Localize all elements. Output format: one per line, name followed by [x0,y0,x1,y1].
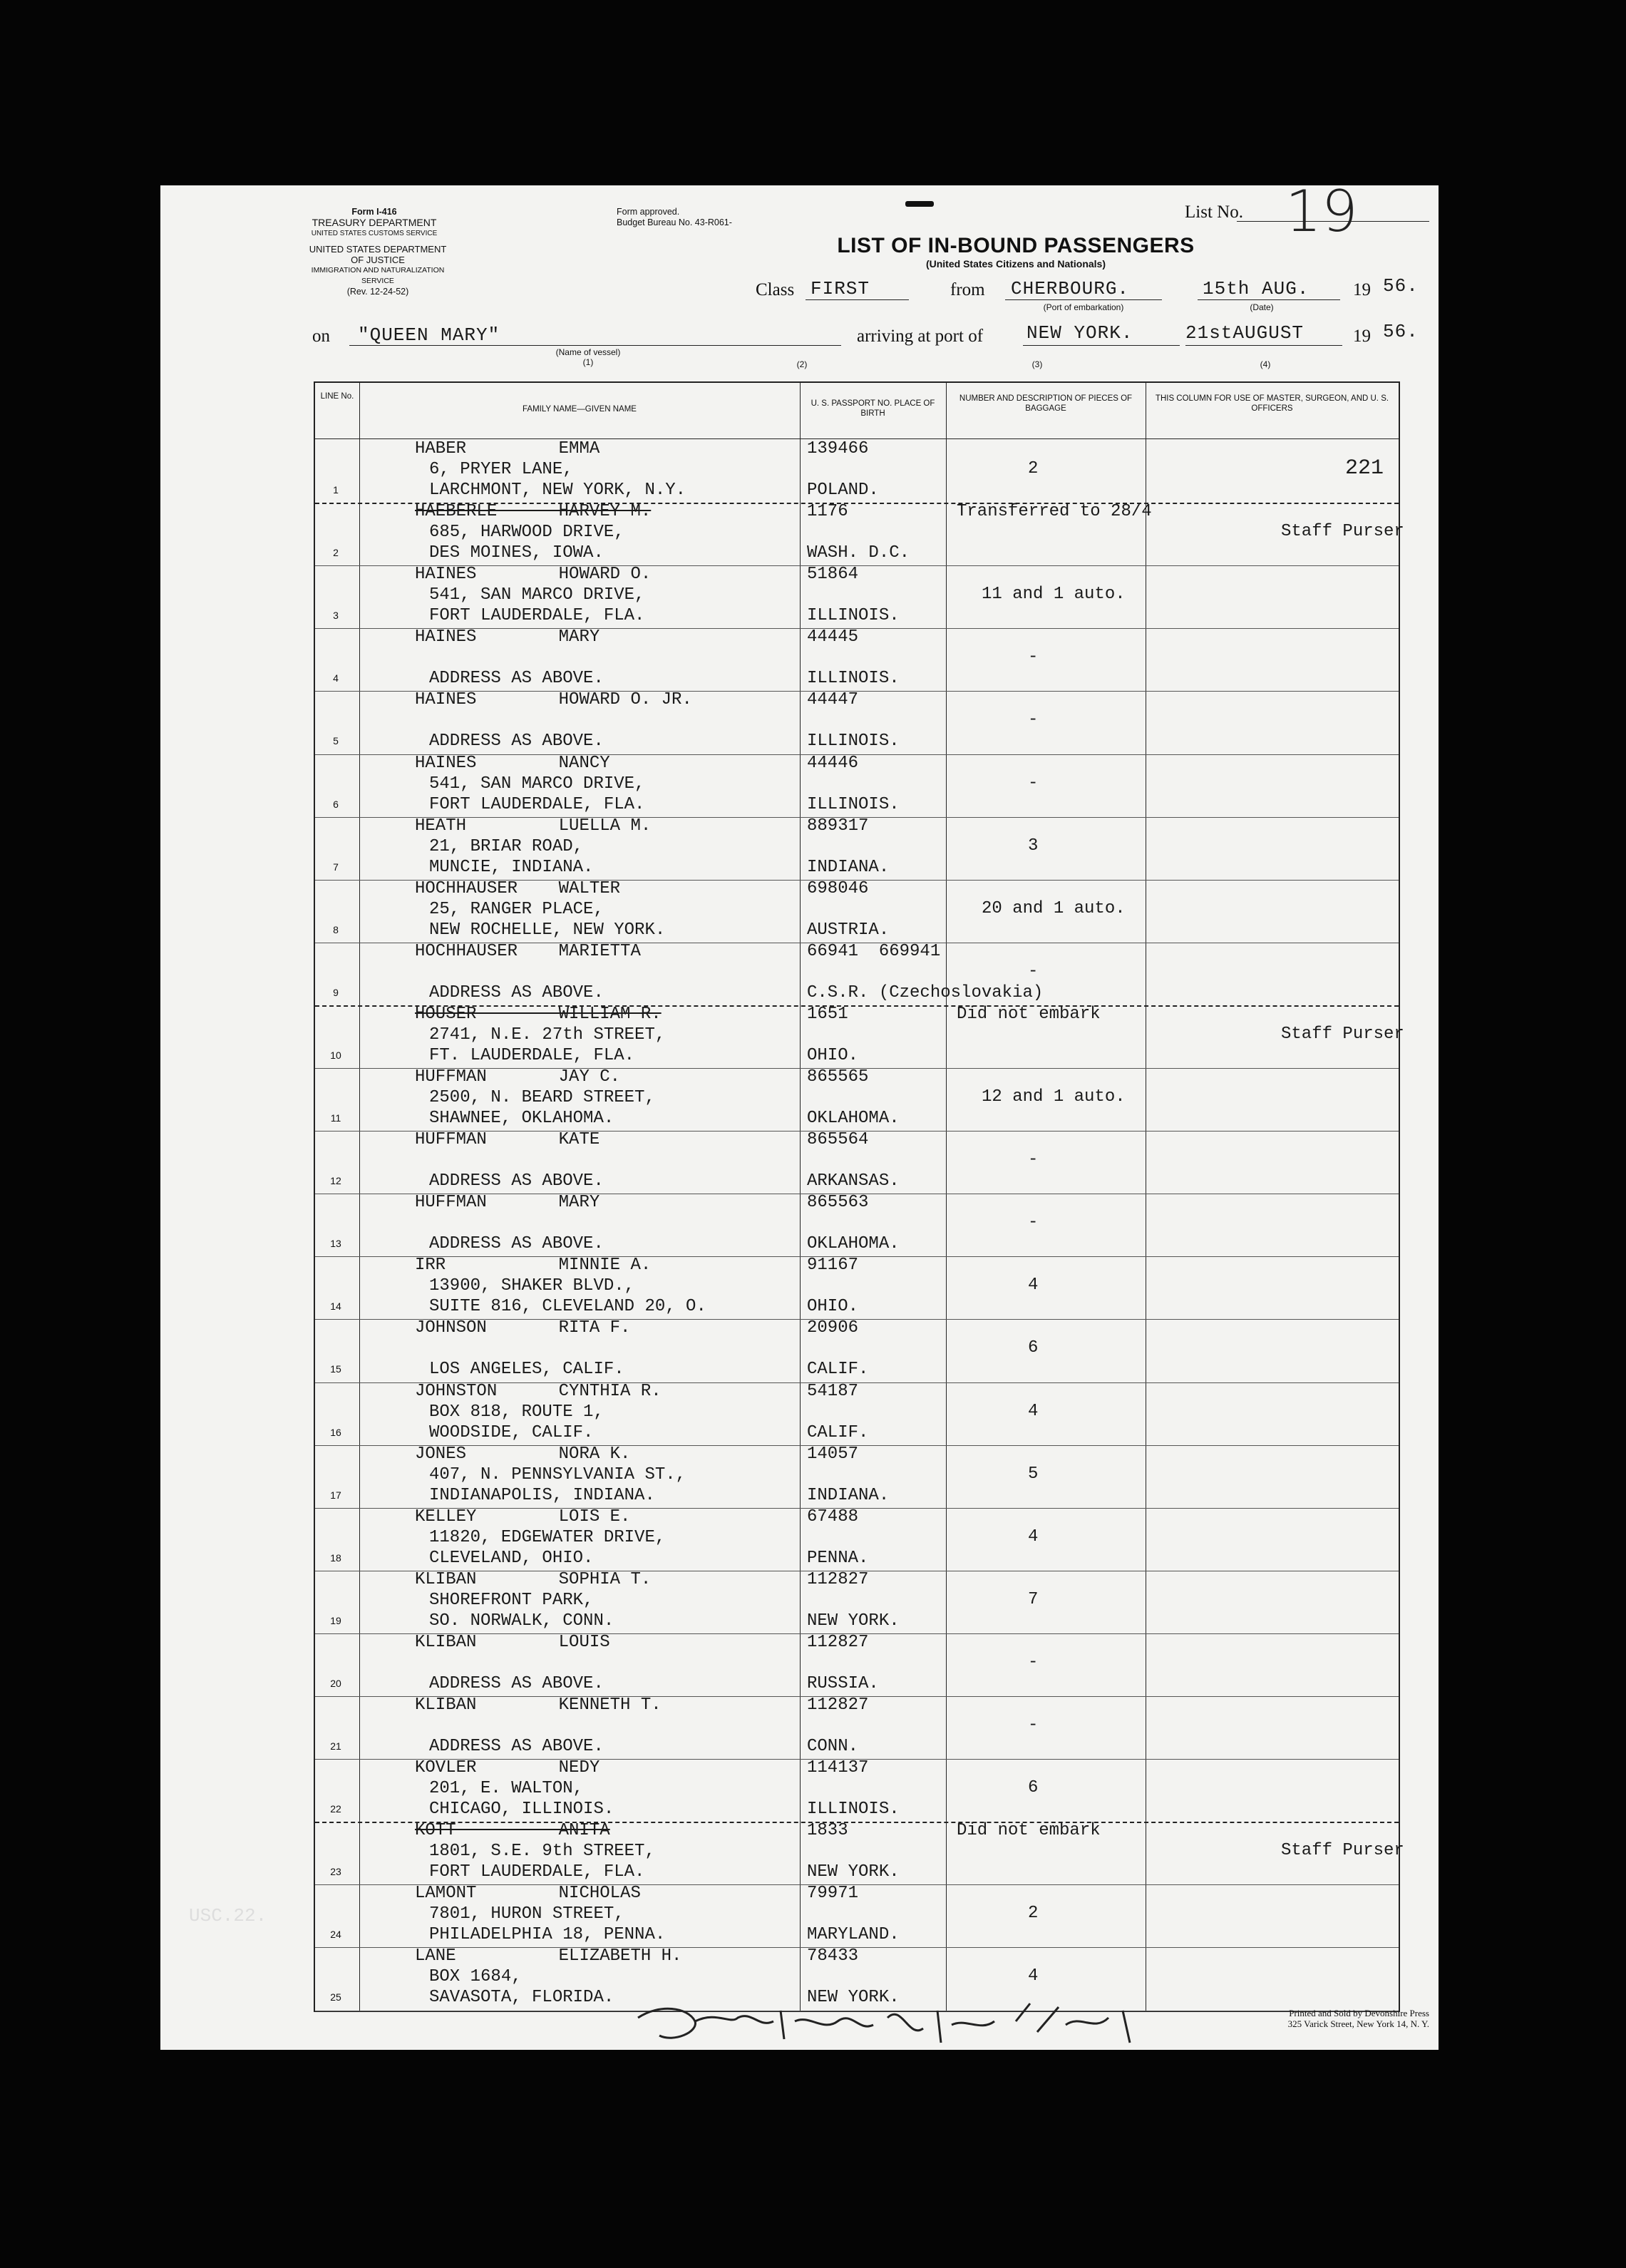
address-line-2: SO. NORWALK, CONN. [429,1611,614,1631]
form-number: Form I-416 [351,207,397,217]
passenger-name: HUFFMAN KATE [415,1130,600,1150]
date-caption: (Date) [1250,302,1274,312]
place-of-birth: ARKANSAS. [807,1171,900,1191]
passport-number: 865563 [807,1193,869,1213]
year-prefix: 19 [1353,327,1371,346]
embark-port-caption: (Port of embarkation) [1043,302,1124,312]
line-number: 22 [330,1803,341,1815]
baggage: 6 [1028,1778,1039,1798]
address-line-2: PHILADELPHIA 18, PENNA. [429,1925,666,1945]
class-value: FIRST [811,278,870,299]
passenger-table [314,381,1404,2012]
place-of-birth: WASH. D.C. [807,543,910,563]
place-of-birth: CALIF. [807,1422,869,1442]
line-number: 25 [330,1991,341,2003]
address-line-2: ADDRESS AS ABOVE. [429,732,604,751]
col-header-officers: THIS COLUMN FOR USE OF MASTER, SURGEON, AND U. S. OFFICERS [1155,394,1389,413]
passport-number: 91167 [807,1256,859,1276]
column-divider [946,383,947,2011]
line-number: 20 [330,1677,341,1689]
baggage: 2 [1028,1904,1039,1924]
passenger-name: KOTT ANITA [415,1821,610,1841]
baggage: 2 [1028,459,1039,478]
line-number: 5 [333,735,339,747]
place-of-birth: OKLAHOMA. [807,1109,900,1128]
address-line-2: ADDRESS AS ABOVE. [429,1673,604,1693]
place-of-birth: POLAND. [807,481,879,500]
address-line-1: 685, HARWOOD DRIVE, [429,523,624,543]
list-number: 19 [1285,178,1358,245]
address-line-1: 201, E. WALTON, [429,1779,584,1799]
address-line-1: 21, BRIAR ROAD, [429,836,584,856]
form-approval [617,207,738,228]
passenger-name: HOCHHAUSER WALTER [415,878,621,898]
justice-label: UNITED STATES DEPARTMENT OF JUSTICE [309,244,447,265]
passenger-name: LAMONT NICHOLAS [415,1884,641,1904]
line-number: 14 [330,1300,341,1313]
address-line-2: FORT LAUDERDALE, FLA. [429,1862,645,1882]
on-label: on [312,327,330,346]
passport-number: 44446 [807,753,859,773]
printer-name: Printed and Sold by Devonshire Press [1289,2008,1429,2018]
col-header-line-no: LINE No. [320,392,354,401]
printer-credit [1166,2008,1429,2029]
passenger-name: KLIBAN KENNETH T. [415,1695,662,1715]
place-of-birth: NEW YORK. [807,1862,900,1882]
address-line-2: SUITE 816, CLEVELAND 20, O. [429,1297,706,1317]
passport-number: 78433 [807,1946,859,1966]
passenger-name: HABER EMMA [415,439,600,458]
col-number: (4) [1260,359,1271,369]
treasury-label: TREASURY DEPARTMENT [312,217,437,228]
address-line-1: 6, PRYER LANE, [429,460,573,479]
passenger-name: KOVLER NEDY [415,1758,600,1778]
arrival-date: 21stAUGUST [1185,322,1305,344]
vessel-underline [349,345,841,346]
baggage: Transferred to 28/4 [957,502,1152,522]
line-number: 7 [333,861,339,873]
line-number: 18 [330,1551,341,1564]
place-of-birth: OHIO. [807,1045,859,1065]
place-of-birth: C.S.R. (Czechoslovakia) [807,982,1044,1002]
address-line-1: 541, SAN MARCO DRIVE, [429,774,645,794]
place-of-birth: INDIANA. [807,1485,890,1505]
address-line-1: SHOREFRONT PARK, [429,1590,594,1610]
from-label: from [950,280,985,299]
passport-number: 54187 [807,1381,859,1401]
form-title [830,234,1201,270]
address-line-2: ADDRESS AS ABOVE. [429,669,604,689]
budget-label: Budget Bureau No. 43-R061- [617,217,732,227]
passenger-name: KLIBAN SOPHIA T. [415,1569,652,1589]
manifest-page [160,178,1439,2050]
passport-number: 14057 [807,1444,859,1464]
arrival-port: NEW YORK. [1026,322,1133,344]
ins-label: IMMIGRATION AND NATURALIZATION SERVICE [311,266,445,285]
embark-date-underline [1198,299,1340,300]
col-header-passport: U. S. PASSPORT NO. PLACE OF BIRTH [811,399,935,418]
passenger-name: IRR MINNIE A. [415,1256,652,1276]
address-line-1: 11820, EDGEWATER DRIVE, [429,1527,666,1547]
form-header-justice [307,244,449,297]
address-line-2: NEW ROCHELLE, NEW YORK. [429,920,666,940]
place-of-birth: RUSSIA. [807,1673,879,1693]
address-line-2: FORT LAUDERDALE, FLA. [429,606,645,626]
baggage: - [1028,1715,1039,1735]
baggage: Did not embark [957,1004,1101,1024]
baggage: - [1028,961,1039,981]
line-number: 6 [333,798,339,810]
baggage: 6 [1028,1338,1039,1358]
address-line-1: 2500, N. BEARD STREET, [429,1088,655,1107]
place-of-birth: ILLINOIS. [807,732,900,751]
address-line-1: 13900, SHAKER BLVD., [429,1276,635,1296]
baggage: - [1028,1150,1039,1170]
address-line-1: BOX 1684, [429,1967,522,1987]
officer-number: 221 [1345,456,1384,481]
line-number: 23 [330,1866,341,1878]
baggage: 4 [1028,1966,1039,1986]
arriving-label: arriving at port of [857,327,984,346]
address-line-1: BOX 818, ROUTE 1, [429,1402,604,1422]
passport-number: 67488 [807,1507,859,1526]
passenger-name: HAINES MARY [415,627,600,647]
address-line-2: DES MOINES, IOWA. [429,543,604,563]
line-number: 13 [330,1238,341,1250]
col-header-name: FAMILY NAME—GIVEN NAME [523,405,637,414]
customs-label: UNITED STATES CUSTOMS SERVICE [311,230,438,237]
passenger-name: JONES NORA K. [415,1444,631,1464]
place-of-birth: PENNA. [807,1548,869,1568]
year-value: 56. [1383,321,1419,342]
address-line-2: SAVASOTA, FLORIDA. [429,1988,614,2008]
year-prefix: 19 [1353,280,1371,299]
passport-number: 79971 [807,1884,859,1904]
address-line-1: 407, N. PENNSYLVANIA ST., [429,1464,686,1484]
revision-label: (Rev. 12-24-52) [346,287,409,297]
baggage: Did not embark [957,1821,1101,1841]
printer-address: 325 Varick Street, New York 14, N. Y. [1287,2018,1429,2029]
embark-port: CHERBOURG. [1011,278,1130,299]
line-number: 15 [330,1363,341,1375]
passenger-name: HAINES NANCY [415,753,610,773]
address-line-1: 1801, S.E. 9th STREET, [429,1842,655,1862]
embark-date: 15th AUG. [1203,278,1309,299]
place-of-birth: ILLINOIS. [807,1800,900,1820]
address-line-2: WOODSIDE, CALIF. [429,1422,594,1442]
passenger-name: HUFFMAN MARY [415,1193,600,1213]
place-of-birth: MARYLAND. [807,1925,900,1945]
passport-number: 865565 [807,1067,869,1087]
passenger-name: KELLEY LOIS E. [415,1507,631,1526]
baggage: 12 and 1 auto. [982,1087,1126,1107]
passport-number: 112827 [807,1632,869,1652]
officer-note: Staff Purser [1281,522,1404,542]
address-line-2: CLEVELAND, OHIO. [429,1548,594,1568]
passport-number: 114137 [807,1758,869,1778]
address-line-1: 2741, N.E. 27th STREET, [429,1025,666,1045]
baggage: 7 [1028,1589,1039,1609]
address-line-2: ADDRESS AS ABOVE. [429,1234,604,1254]
address-line-2: CHICAGO, ILLINOIS. [429,1800,614,1820]
passenger-name: HAINES HOWARD O. [415,565,652,585]
ink-mark [905,201,934,207]
baggage: 20 and 1 auto. [982,898,1126,918]
line-number: 9 [333,986,339,998]
col-number: (1) [582,357,594,367]
passport-number: 865564 [807,1130,869,1150]
baggage: - [1028,773,1039,793]
place-of-birth: OHIO. [807,1297,859,1317]
vessel-caption: (Name of vessel) [555,347,621,357]
line-number: 3 [333,610,339,622]
officer-signature [631,1989,1173,2053]
baggage: 4 [1028,1401,1039,1421]
baggage: - [1028,710,1039,730]
officer-note: Staff Purser [1281,1024,1404,1044]
column-divider [800,383,801,2011]
address-line-1: 25, RANGER PLACE, [429,899,604,919]
officer-note: Staff Purser [1281,1841,1404,1861]
address-line-2: SHAWNEE, OKLAHOMA. [429,1109,614,1128]
arrival-date-underline [1185,345,1342,346]
line-number: 19 [330,1614,341,1626]
column-divider [359,383,360,2011]
passenger-name: HOUSER WILLIAM R. [415,1004,662,1024]
passport-number: 112827 [807,1569,869,1589]
passport-number: 139466 [807,439,869,458]
baggage: 3 [1028,836,1039,856]
passenger-name: HAINES HOWARD O. JR. [415,690,692,710]
passport-number: 20906 [807,1318,859,1338]
line-number: 21 [330,1740,341,1752]
line-number: 12 [330,1175,341,1187]
list-no-label: List No. [1185,202,1243,222]
place-of-birth: NEW YORK. [807,1988,900,2008]
margin-code: USC.22. [189,1905,267,1926]
place-of-birth: NEW YORK. [807,1611,900,1631]
line-number: 16 [330,1426,341,1438]
address-line-1: 541, SAN MARCO DRIVE, [429,585,645,605]
place-of-birth: ILLINOIS. [807,669,900,689]
address-line-2: INDIANAPOLIS, INDIANA. [429,1485,655,1505]
class-underline [806,299,909,300]
baggage: 11 and 1 auto. [982,585,1126,605]
passport-number: 66941 669941 [807,941,941,961]
address-line-2: LOS ANGELES, CALIF. [429,1360,624,1380]
passenger-name: JOHNSTON CYNTHIA R. [415,1381,662,1401]
line-number: 10 [330,1049,341,1061]
address-line-1: 7801, HURON STREET, [429,1904,624,1924]
baggage: - [1028,647,1039,667]
baggage: - [1028,1652,1039,1672]
place-of-birth: ILLINOIS. [807,794,900,814]
passport-number: 698046 [807,878,869,898]
baggage: 4 [1028,1276,1039,1295]
baggage: 4 [1028,1526,1039,1546]
line-number: 11 [330,1112,341,1124]
title-text: LIST OF IN-BOUND PASSENGERS [837,234,1195,257]
passenger-name: HOCHHAUSER MARIETTA [415,941,641,961]
approved-label: Form approved. [617,207,680,217]
subtitle-text: (United States Citizens and Nationals) [925,258,1106,270]
arrival-port-underline [1023,345,1180,346]
line-number: 8 [333,923,339,935]
baggage: 5 [1028,1464,1039,1484]
passenger-name: JOHNSON RITA F. [415,1318,631,1338]
passport-number: 1176 [807,502,848,522]
year-value: 56. [1383,275,1419,297]
passport-number: 44445 [807,627,859,647]
vessel-name: "QUEEN MARY" [358,324,500,346]
passenger-name: HUFFMAN JAY C. [415,1067,621,1087]
place-of-birth: ILLINOIS. [807,606,900,626]
passport-number: 889317 [807,816,869,836]
line-number: 1 [333,484,339,496]
passport-number: 112827 [807,1695,869,1715]
passport-number: 1651 [807,1004,848,1024]
passenger-name: KLIBAN LOUIS [415,1632,610,1652]
passenger-name: LANE ELIZABETH H. [415,1946,682,1966]
address-line-2: MUNCIE, INDIANA. [429,857,594,877]
passenger-name: HEATH LUELLA M. [415,816,652,836]
passenger-name: HAEBERLE HARVEY M. [415,502,652,522]
passport-number: 44447 [807,690,859,710]
passport-number: 51864 [807,565,859,585]
passport-number: 1833 [807,1821,848,1841]
line-number: 4 [333,672,339,684]
line-number: 17 [330,1489,341,1501]
address-line-2: LARCHMONT, NEW YORK, N.Y. [429,481,686,500]
embark-port-underline [1005,299,1162,300]
form-header-left [303,207,446,239]
address-line-2: ADDRESS AS ABOVE. [429,1171,604,1191]
col-number: (2) [796,359,808,369]
address-line-2: ADDRESS AS ABOVE. [429,1737,604,1756]
baggage: - [1028,1213,1039,1233]
line-number: 24 [330,1929,341,1941]
place-of-birth: OKLAHOMA. [807,1234,900,1254]
col-number: (3) [1031,359,1043,369]
address-line-2: ADDRESS AS ABOVE. [429,982,604,1002]
address-line-2: FT. LAUDERDALE, FLA. [429,1045,635,1065]
place-of-birth: CALIF. [807,1360,869,1380]
address-line-2: FORT LAUDERDALE, FLA. [429,794,645,814]
col-header-baggage: NUMBER AND DESCRIPTION OF PIECES OF BAGGAGE [959,394,1133,413]
class-label: Class [756,280,795,299]
place-of-birth: CONN. [807,1737,859,1756]
line-number: 2 [333,547,339,559]
place-of-birth: INDIANA. [807,857,890,877]
place-of-birth: AUSTRIA. [807,920,890,940]
